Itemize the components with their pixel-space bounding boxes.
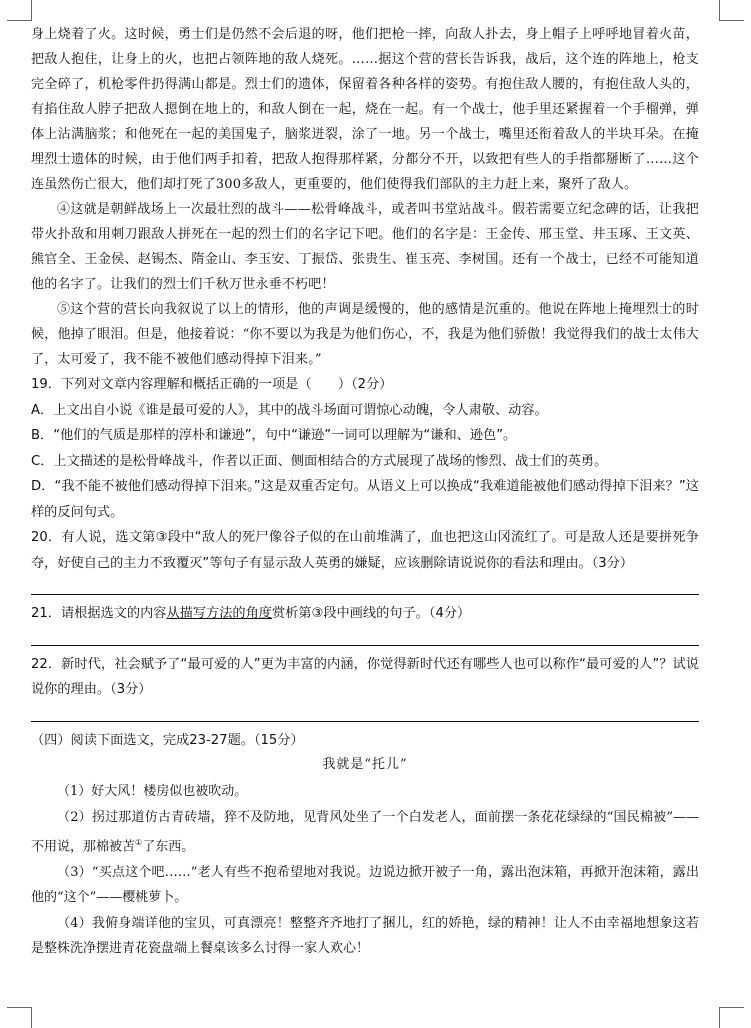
crop-mark-bottom-right bbox=[719, 1007, 744, 1028]
question-19 bbox=[31, 372, 699, 525]
passage-title: 我就是“托儿” bbox=[322, 757, 408, 772]
crop-mark-top-right bbox=[719, 0, 744, 21]
question-21 bbox=[31, 601, 699, 627]
question-21-underlined: 从描写方法的角度 bbox=[166, 606, 272, 621]
question-19-option-a: A．上文出自小说《谁是最可爱的人》，其中的战斗场面可谓惊心动魄，令人肃敬、动容。 bbox=[31, 402, 548, 418]
story-paragraph-4: （4）我俯身端详他的宝贝，可真漂亮！整整齐齐地打了捆儿，红的娇艳，绿的精神！让人不由幸福地想象这若是整株洗净摆进青花瓷盘端上餐桌该多么讨得一家人欢心！ bbox=[31, 915, 699, 957]
passage-paragraph-3-continued: 身上烧着了火。这时候，勇士们是仍然不会后退的呀，他们把枪一摔，向敌人扑去，身上帽子上呼呼地冒着火苗，把敌人抱住，让身上的火，也把占领阵地的敌人烧死。……据这个营的营长告诉我，战后，这个连的阵地上，枪支完全碎了，机枪零件扔得满山都是。烈士们的遗体，保留着各种各样的姿势。有抱住敌人腰的，有抱住敌人头的，有掐住敌人脖子把敌人摁倒在地上的，和敌人倒在一起，烧在一起。有一个战士，他手里还紧握着一个手榴弹，弹体上沾满脑浆；和他死在一起的美国鬼子，脑浆迸裂，涂了一地。另一个战士，嘴里还衔着敌人的半块耳朵。在掩埋烈士遗体的时候，由于他们两手扣着，把敌人抱得那样紧，分都分不开，以致把有些人的手指都掰断了……这个连虽然伤亡很大，他们却打死了300多敌人，更重要的，他们使得我们部队的主力赶上来，聚歼了敌人。 bbox=[31, 27, 699, 192]
answer-line-21[interactable] bbox=[31, 627, 699, 646]
story-paragraph-3: （3）“买点这个吧……”老人有些不抱希望地对我说。边说边掀开被子一角，露出泡沫箱，再掀开泡沫箱，露出他的“这个”——樱桃萝卜。 bbox=[31, 864, 699, 906]
question-19-stem: 19．下列对文章内容理解和概括正确的一项是（ ）（2分） bbox=[31, 377, 393, 392]
footnote-marker: ① bbox=[135, 838, 143, 847]
passage-paragraph-5: ⑤这个营的营长向我叙说了以上的情形，他的声调是缓慢的，他的感情是沉重的。他说在阵地上掩埋烈士的时候，他掉了眼泪。但是，他接着说：“你不要以为我是为他们伤心，不，我是为他们骄傲！我觉得我们的战士太伟大了，太可爱了，我不能不被他们感动得掉下泪来。” bbox=[31, 302, 699, 367]
answer-line-22[interactable] bbox=[31, 703, 699, 722]
question-20: 20．有人说，选文第③段中“敌人的死尸像谷子似的在山前堆满了，血也把这山冈流红了。可是敌人还是要拼死争夺，好使自己的主力不致覆灭”等句子有显示敌人英勇的嫌疑，应该删除请说说你的看法和理由。（3分） bbox=[31, 530, 699, 571]
story-paragraph-2-end: 了东西。 bbox=[142, 839, 195, 855]
crop-mark-top-left bbox=[7, 0, 32, 21]
story-paragraph-1: （1）好大风！楼房似也被吹动。 bbox=[57, 784, 248, 799]
section-4-heading: （四）阅读下面选文，完成23-27题。（15分） bbox=[31, 732, 304, 748]
story-paragraph-2-text: （2）拐过那道仿古青砖墙，猝不及防地，见背风处坐了一个白发老人，面前摆一条花花绿绿的“国民棉被”——不用说，那棉被苫 bbox=[31, 809, 699, 855]
question-21-prefix: 21．请根据选文的内容 bbox=[31, 606, 167, 621]
question-22: 22．新时代，社会赋予了“最可爱的人”更为丰富的内涵，你觉得新时代还有哪些人也可以称作“最可爱的人”？试说说你的理由。（3分） bbox=[31, 656, 699, 697]
story-paragraph-2 bbox=[31, 805, 699, 860]
question-19-option-b: B．“他们的气质是那样的淳朴和谦逊”，句中“谦逊”一词可以理解为“谦和、逊色”。 bbox=[31, 428, 517, 443]
passage-paragraph-4: ④这就是朝鲜战场上一次最壮烈的战斗——松骨峰战斗，或者叫书堂站战斗。假若需要立纪念碑的话，让我把带火扑敌和用刺刀跟敌人拼死在一起的烈士们的名字记下吧。他们的名字是：王金传、邢玉堂、井玉琢、王文英、熊官全、王金侯、赵锡杰、隋金山、李玉安、丁振岱、张贵生、崔玉亮、李树国。还有一个战士，已经不可能知道他的名字了。让我们的烈士们千秋万世永垂不朽吧！ bbox=[31, 202, 699, 292]
question-19-option-d: D．“我不能不被他们感动得掉下泪来。”这是双重否定句。从语义上可以换成“我难道能被他们感动得掉下泪来？”这样的反问句式。 bbox=[31, 479, 699, 520]
question-21-suffix: 赏析第③段中画线的句子。（4分） bbox=[271, 606, 471, 621]
answer-line-20[interactable] bbox=[31, 576, 699, 595]
crop-mark-bottom-left bbox=[7, 1007, 32, 1028]
document-body bbox=[31, 22, 699, 962]
question-19-option-c: C．上文描述的是松骨峰战斗，作者以正面、侧面相结合的方式展现了战场的惨烈、战士们的英勇。 bbox=[31, 453, 608, 469]
